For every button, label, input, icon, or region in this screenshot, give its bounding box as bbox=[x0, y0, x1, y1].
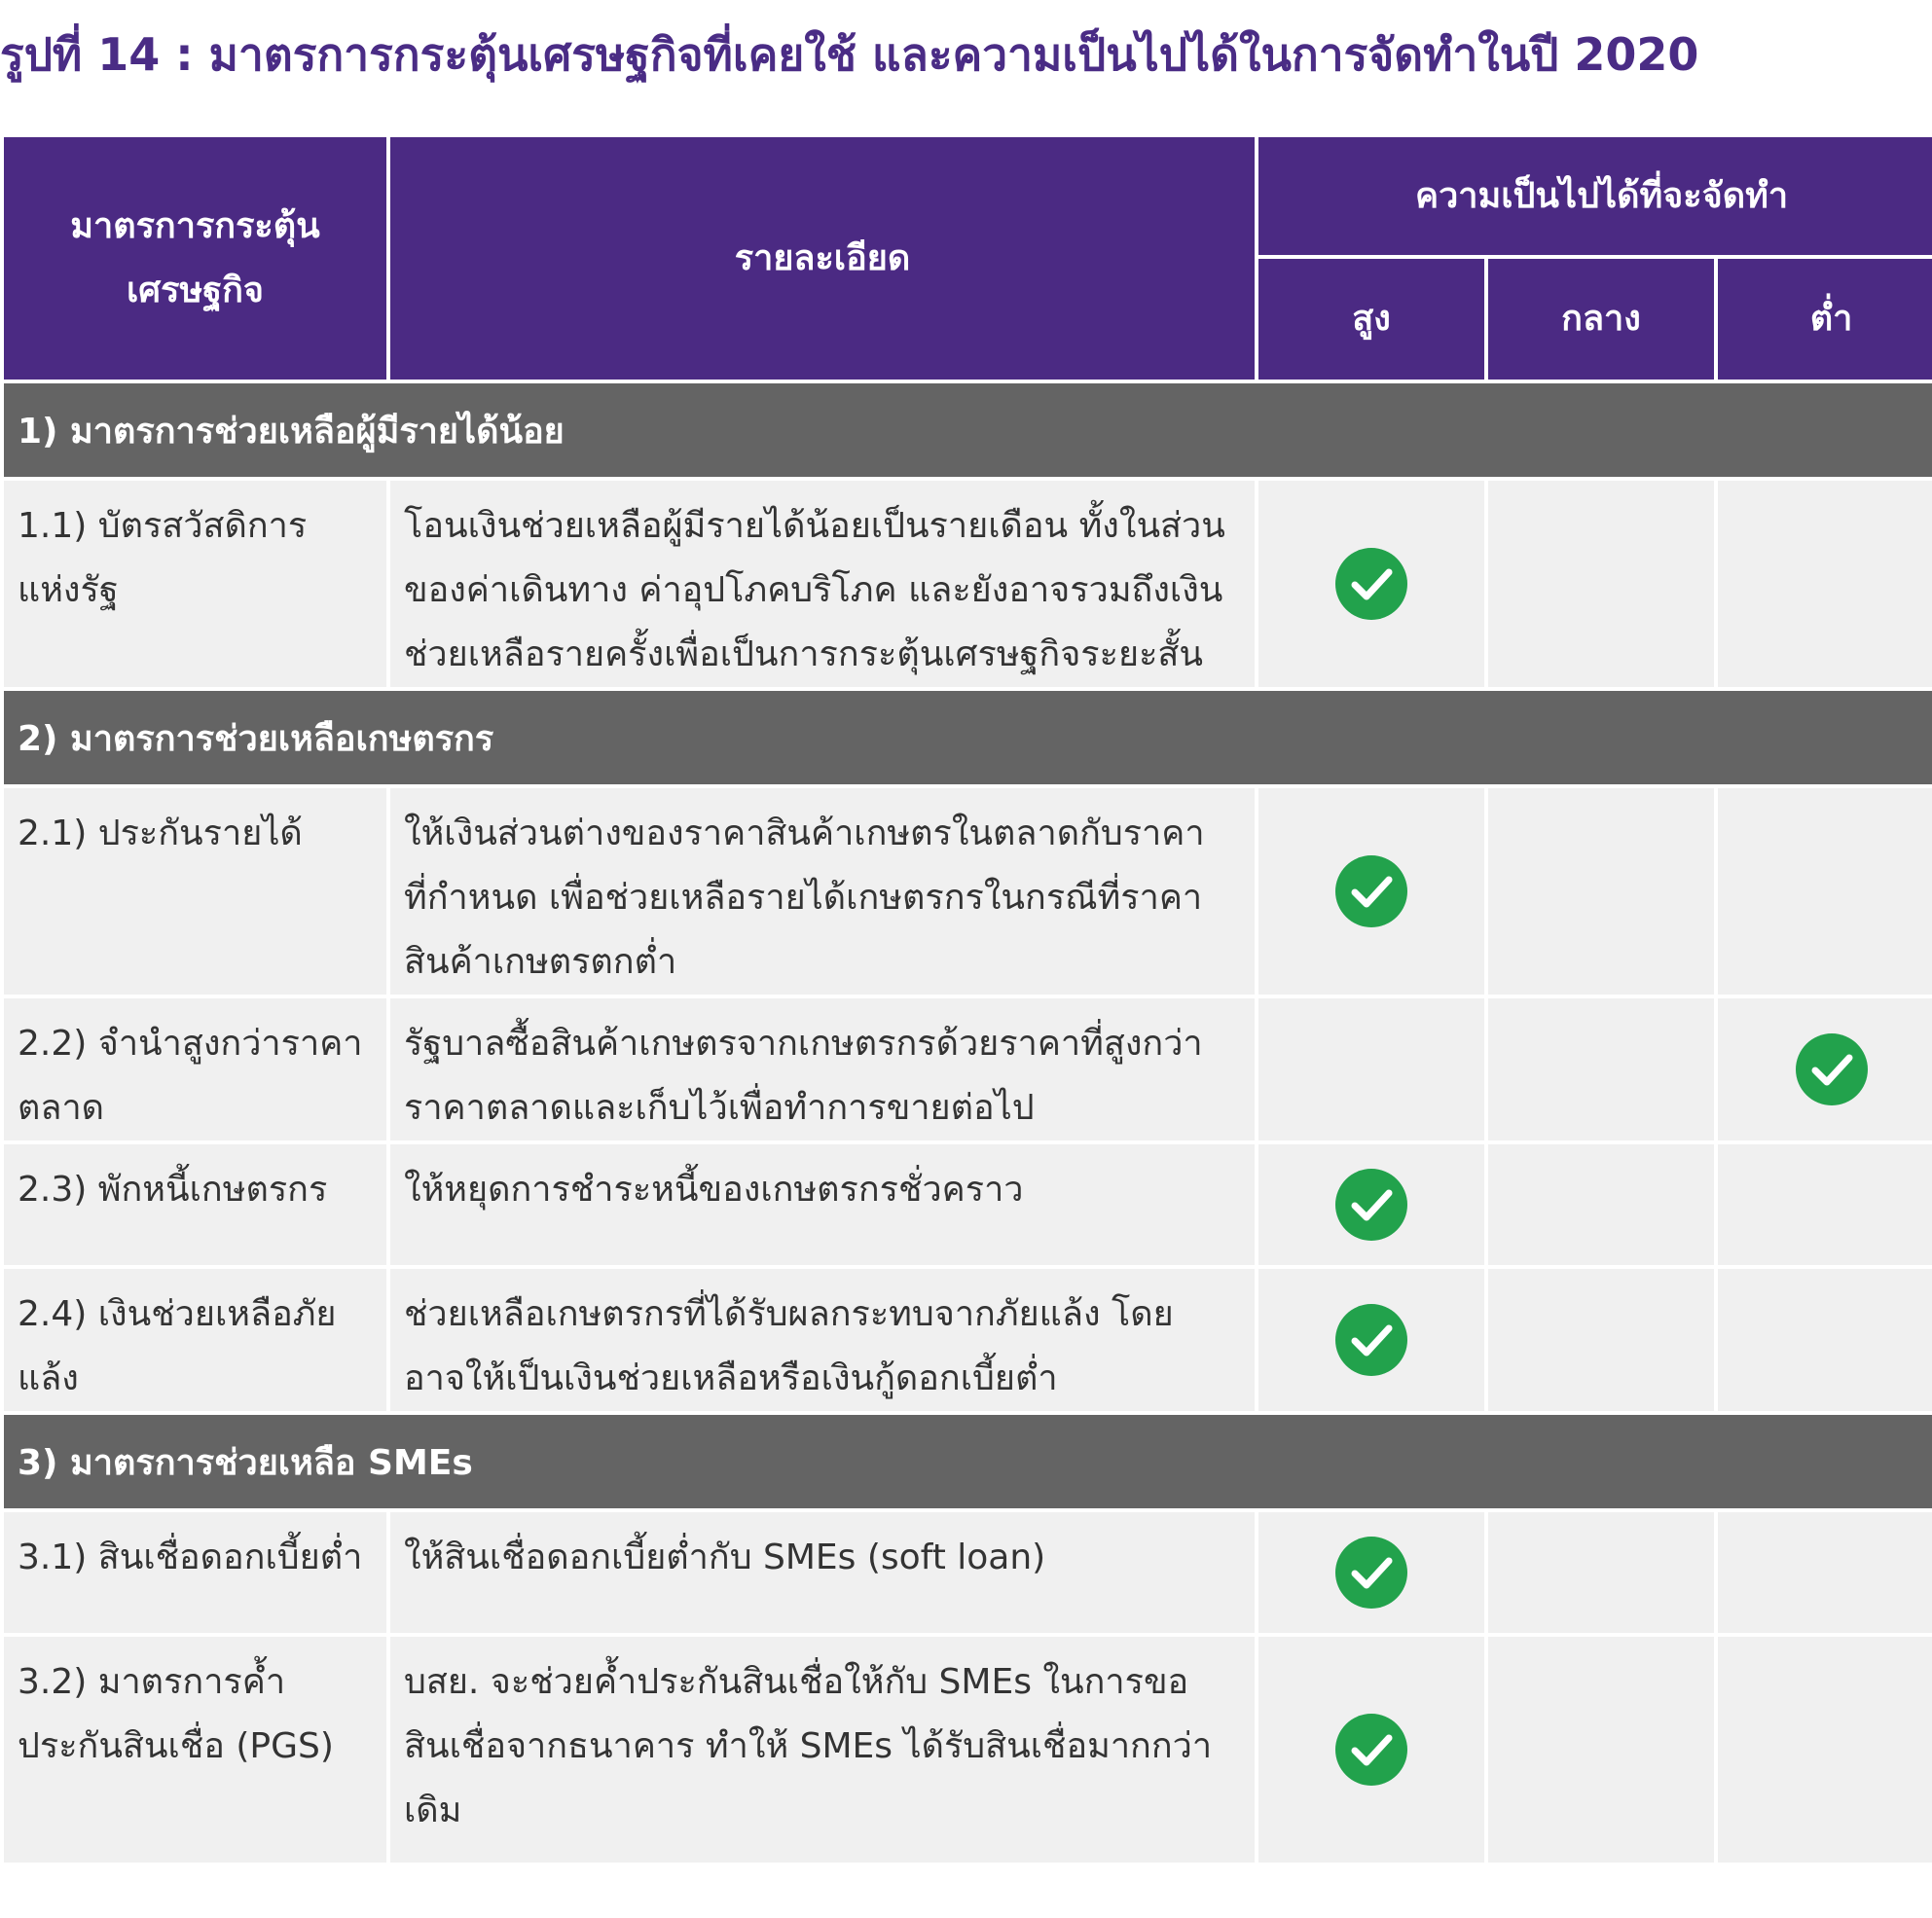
detail-line: ให้หยุดการชำระหนี้ของเกษตรกรชั่วคราว bbox=[404, 1170, 1024, 1210]
section-title: 3) มาตรการช่วยเหลือ SMEs bbox=[4, 1415, 1932, 1508]
table-row bbox=[4, 998, 1932, 1140]
possibility-high-cell bbox=[1258, 998, 1484, 1140]
measure-cell bbox=[4, 481, 386, 687]
possibility-low-cell bbox=[1718, 998, 1932, 1140]
measure-line: 3.1) สินเชื่อดอกเบี้ยต่ำ bbox=[18, 1538, 363, 1577]
check-circle-icon bbox=[1796, 1033, 1868, 1105]
header-measure-line1: มาตรการกระตุ้น bbox=[70, 205, 320, 246]
table-row bbox=[4, 1144, 1932, 1265]
measure-line: 2.1) ประกันรายได้ bbox=[18, 814, 303, 853]
detail-line: สินค้าเกษตรตกต่ำ bbox=[404, 942, 677, 982]
detail-cell bbox=[390, 481, 1255, 687]
header-detail: รายละเอียด bbox=[390, 137, 1255, 380]
header-medium: กลาง bbox=[1488, 259, 1714, 380]
measure-cell bbox=[4, 1269, 386, 1411]
check-circle-icon bbox=[1335, 1714, 1407, 1786]
detail-line: อาจให้เป็นเงินช่วยเหลือหรือเงินกู้ดอกเบี้ยต่ำ bbox=[404, 1358, 1058, 1398]
possibility-high-cell bbox=[1258, 1144, 1484, 1265]
possibility-low-cell bbox=[1718, 788, 1932, 995]
possibility-low-cell bbox=[1718, 481, 1932, 687]
possibility-medium-cell bbox=[1488, 1512, 1714, 1633]
stimulus-measures-table bbox=[0, 133, 1932, 1866]
possibility-high-cell bbox=[1258, 1269, 1484, 1411]
detail-line: ช่วยเหลือรายครั้งเพื่อเป็นการกระตุ้นเศรษฐกิจระยะสั้น bbox=[404, 634, 1203, 674]
possibility-low-cell bbox=[1718, 1512, 1932, 1633]
detail-line: ช่วยเหลือเกษตรกรที่ได้รับผลกระทบจากภัยแล้ง โดย bbox=[404, 1294, 1174, 1334]
table-row bbox=[4, 1637, 1932, 1863]
table-row bbox=[4, 1269, 1932, 1411]
detail-line: ให้สินเชื่อดอกเบี้ยต่ำกับ SMEs (soft loan) bbox=[404, 1538, 1046, 1577]
detail-line: ให้เงินส่วนต่างของราคาสินค้าเกษตรในตลาดกับราคา bbox=[404, 814, 1205, 853]
header-measure bbox=[4, 137, 386, 380]
figure-title: รูปที่ 14 : มาตรการกระตุ้นเศรษฐกิจที่เคยใช้ และความเป็นไปได้ในการจัดทำในปี 2020 bbox=[0, 28, 1699, 81]
section-title: 2) มาตรการช่วยเหลือเกษตรกร bbox=[4, 691, 1932, 784]
table-row bbox=[4, 788, 1932, 995]
possibility-medium-cell bbox=[1488, 1637, 1714, 1863]
header-measure-line2: เศรษฐกิจ bbox=[127, 270, 264, 310]
detail-line: ของค่าเดินทาง ค่าอุปโภคบริโภค และยังอาจรวมถึงเงิน bbox=[404, 570, 1223, 610]
check-circle-icon bbox=[1335, 1169, 1407, 1241]
possibility-high-cell bbox=[1258, 1637, 1484, 1863]
measure-line: ประกันสินเชื่อ (PGS) bbox=[18, 1726, 334, 1766]
possibility-high-cell bbox=[1258, 1512, 1484, 1633]
possibility-low-cell bbox=[1718, 1637, 1932, 1863]
check-circle-icon bbox=[1335, 1537, 1407, 1609]
measure-line: 3.2) มาตรการค้ำ bbox=[18, 1662, 286, 1702]
possibility-medium-cell bbox=[1488, 481, 1714, 687]
detail-line: โอนเงินช่วยเหลือผู้มีรายได้น้อยเป็นรายเดือน ทั้งในส่วน bbox=[404, 506, 1225, 546]
table-row bbox=[4, 1512, 1932, 1633]
detail-cell bbox=[390, 998, 1255, 1140]
check-circle-icon bbox=[1335, 855, 1407, 927]
detail-line: รัฐบาลซื้อสินค้าเกษตรจากเกษตรกรด้วยราคาที่สูงกว่า bbox=[404, 1024, 1203, 1064]
header-possibility: ความเป็นไปได้ที่จะจัดทำ bbox=[1258, 137, 1932, 255]
detail-cell bbox=[390, 1269, 1255, 1411]
detail-cell bbox=[390, 1637, 1255, 1863]
possibility-medium-cell bbox=[1488, 788, 1714, 995]
measure-line: 2.4) เงินช่วยเหลือภัย bbox=[18, 1294, 337, 1334]
detail-line: เดิม bbox=[404, 1791, 462, 1830]
detail-line: สินเชื่อจากธนาคาร ทำให้ SMEs ได้รับสินเชื่อมากกว่า bbox=[404, 1726, 1213, 1766]
measure-line: ตลาด bbox=[18, 1088, 105, 1128]
possibility-medium-cell bbox=[1488, 1269, 1714, 1411]
possibility-low-cell bbox=[1718, 1269, 1932, 1411]
possibility-low-cell bbox=[1718, 1144, 1932, 1265]
section-row bbox=[4, 383, 1932, 477]
possibility-high-cell bbox=[1258, 481, 1484, 687]
measure-line: 1.1) บัตรสวัสดิการ bbox=[18, 506, 308, 546]
check-circle-icon bbox=[1335, 548, 1407, 620]
measure-line: 2.2) จำนำสูงกว่าราคา bbox=[18, 1024, 363, 1064]
measure-cell bbox=[4, 788, 386, 995]
possibility-medium-cell bbox=[1488, 998, 1714, 1140]
measure-cell bbox=[4, 1637, 386, 1863]
measure-cell bbox=[4, 1512, 386, 1633]
header-high: สูง bbox=[1258, 259, 1484, 380]
table-row bbox=[4, 481, 1932, 687]
detail-line: บสย. จะช่วยค้ำประกันสินเชื่อให้กับ SMEs ในการขอ bbox=[404, 1662, 1189, 1702]
section-row bbox=[4, 1415, 1932, 1508]
check-circle-icon bbox=[1335, 1304, 1407, 1376]
section-title: 1) มาตรการช่วยเหลือผู้มีรายได้น้อย bbox=[4, 383, 1932, 477]
detail-line: ที่กำหนด เพื่อช่วยเหลือรายได้เกษตรกรในกรณีที่ราคา bbox=[404, 878, 1203, 918]
table-body bbox=[4, 383, 1932, 1863]
measure-cell bbox=[4, 1144, 386, 1265]
measure-line: 2.3) พักหนี้เกษตรกร bbox=[18, 1170, 328, 1210]
detail-cell bbox=[390, 1512, 1255, 1633]
measure-line: แห่งรัฐ bbox=[18, 570, 119, 610]
section-row bbox=[4, 691, 1932, 784]
detail-cell bbox=[390, 1144, 1255, 1265]
detail-line: ราคาตลาดและเก็บไว้เพื่อทำการขายต่อไป bbox=[404, 1088, 1035, 1128]
measure-line: แล้ง bbox=[18, 1358, 79, 1398]
possibility-high-cell bbox=[1258, 788, 1484, 995]
detail-cell bbox=[390, 788, 1255, 995]
header-low: ต่ำ bbox=[1718, 259, 1932, 380]
possibility-medium-cell bbox=[1488, 1144, 1714, 1265]
measure-cell bbox=[4, 998, 386, 1140]
